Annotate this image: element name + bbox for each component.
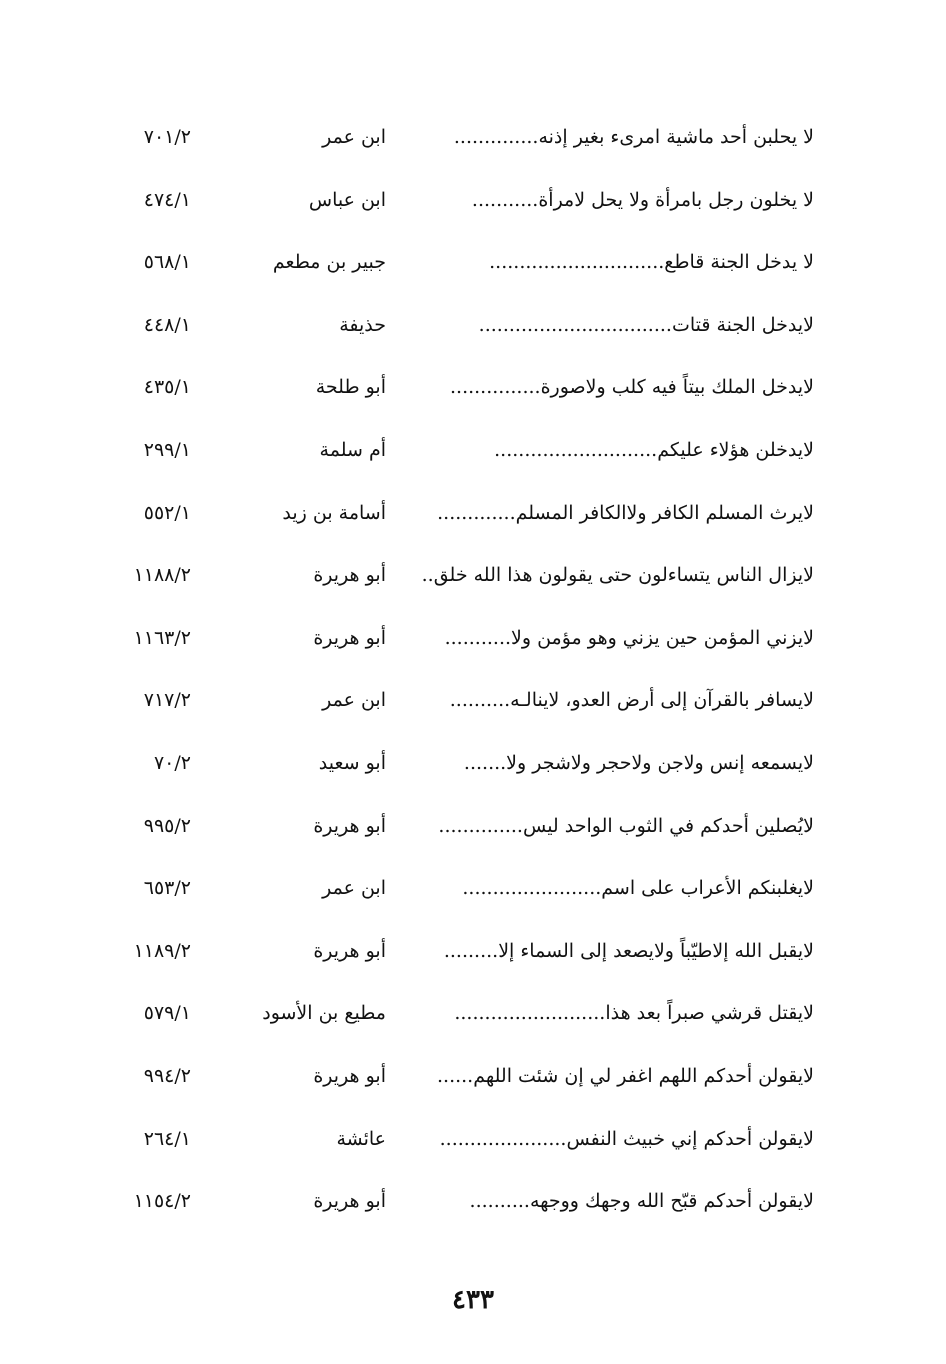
hadith-text: لايرث المسلم الكافر ولاالكافر المسلم............. bbox=[437, 501, 814, 524]
volume-page-reference: ١١٨٩/٢ bbox=[133, 939, 191, 962]
narrator-name: أبو سعيد bbox=[318, 752, 386, 774]
hadith-text: لايقتل قرشي صبراً بعد هذا......................... bbox=[454, 1002, 814, 1025]
narrator-name: ابن عباس bbox=[308, 188, 386, 211]
volume-page-reference: ٩٩٤/٢ bbox=[143, 1065, 191, 1087]
index-entry-row bbox=[0, 1058, 946, 1102]
index-entry-row bbox=[0, 1183, 946, 1227]
narrator-name: أبو طلحة bbox=[315, 376, 386, 399]
hadith-text: لا يحلبن أحد ماشية امرىء بغير إذنه.............. bbox=[453, 126, 814, 148]
index-entry-row bbox=[0, 1121, 946, 1165]
hadith-text: لايغلبنكم الأعراب على اسم....................... bbox=[462, 877, 814, 900]
hadith-text: لايزني المؤمن حين يزني وهو مؤمن ولا........... bbox=[444, 626, 814, 649]
volume-page-reference: ٥٦٨/١ bbox=[143, 251, 191, 274]
narrator-name: أبو هريرة bbox=[313, 626, 386, 649]
index-entry-row bbox=[0, 495, 946, 539]
volume-page-reference: ٥٥٢/١ bbox=[143, 501, 191, 524]
index-entry-row bbox=[0, 682, 946, 726]
page-number: ٤٣٣ bbox=[452, 1285, 494, 1315]
volume-page-reference: ٤٤٨/١ bbox=[143, 313, 191, 336]
index-entry-row bbox=[0, 745, 946, 789]
volume-page-reference: ١١٥٤/٢ bbox=[133, 1190, 191, 1213]
index-entry-row bbox=[0, 557, 946, 601]
index-entry-row bbox=[0, 119, 946, 163]
hadith-text: لايزال الناس يتساءلون حتى يقولون هذا الله خلق.. bbox=[421, 564, 814, 587]
narrator-name: أم سلمة bbox=[319, 439, 386, 461]
narrator-name: ابن عمر bbox=[322, 126, 386, 148]
hadith-text: لايدخلن هؤلاء عليكم........................... bbox=[494, 439, 814, 461]
narrator-name: أبو هريرة bbox=[313, 1065, 386, 1087]
volume-page-reference: ٤٧٤/١ bbox=[143, 188, 191, 211]
narrator-name: أبو هريرة bbox=[313, 814, 386, 837]
hadith-text: لايدخل الجنة قتات................................ bbox=[478, 313, 814, 336]
narrator-name: حذيفة bbox=[339, 313, 386, 336]
volume-page-reference: ٩٩٥/٢ bbox=[143, 814, 191, 837]
index-entry-row bbox=[0, 808, 946, 852]
volume-page-reference: ٢٦٤/١ bbox=[143, 1127, 191, 1150]
volume-page-reference: ٦٥٣/٢ bbox=[143, 877, 191, 900]
index-entry-row bbox=[0, 244, 946, 288]
index-entry-row bbox=[0, 870, 946, 914]
index-entry-row bbox=[0, 307, 946, 351]
hadith-text: لايقولن أحدكم اللهم اغفر لي إن شئت اللهم...... bbox=[436, 1065, 814, 1087]
hadith-text: لا يدخل الجنة قاطع............................. bbox=[489, 251, 814, 274]
narrator-name: عائشة bbox=[336, 1127, 386, 1150]
volume-page-reference: ٧١٧/٢ bbox=[143, 689, 191, 712]
volume-page-reference: ٥٧٩/١ bbox=[143, 1002, 191, 1025]
hadith-text: لايقولن أحدكم إني خبيث النفس..................... bbox=[439, 1127, 814, 1150]
volume-page-reference: ٧٠١/٢ bbox=[143, 126, 191, 148]
index-entry-row bbox=[0, 182, 946, 226]
hadith-text: لايُصلين أحدكم في الثوب الواحد ليس.............. bbox=[438, 814, 814, 837]
hadith-text: لايدخل الملك بيتاً فيه كلب ولاصورة............... bbox=[449, 376, 814, 399]
hadith-text: لايقبل الله إلاطيّباً ولايصعد إلى السماء إلا......... bbox=[443, 939, 814, 962]
narrator-name: ابن عمر bbox=[322, 689, 386, 712]
index-entry-row bbox=[0, 620, 946, 664]
index-entry-row bbox=[0, 369, 946, 413]
index-entry-row bbox=[0, 432, 946, 476]
narrator-name: أبو هريرة bbox=[313, 564, 386, 587]
volume-page-reference: ٢٩٩/١ bbox=[143, 439, 191, 461]
narrator-name: مطيع بن الأسود bbox=[262, 1002, 386, 1025]
volume-page-reference: ٤٣٥/١ bbox=[143, 376, 191, 399]
hadith-text: لايقولن أحدكم قبّح الله وجهك ووجهه.......... bbox=[469, 1190, 814, 1213]
hadith-text: لايسمعه إنس ولاجن ولاحجر ولاشجر ولا....... bbox=[463, 752, 814, 774]
narrator-name: أبو هريرة bbox=[313, 939, 386, 962]
volume-page-reference: ١١٦٣/٢ bbox=[133, 626, 191, 649]
narrator-name: جبير بن مطعم bbox=[272, 251, 386, 274]
narrator-name: أبو هريرة bbox=[313, 1190, 386, 1213]
hadith-text: لايسافر بالقرآن إلى أرض العدو، لاينالـه.......... bbox=[449, 689, 814, 712]
volume-page-reference: ١١٨٨/٢ bbox=[133, 564, 191, 587]
hadith-text: لا يخلون رجل بامرأة ولا يحل لامرأة........... bbox=[471, 188, 814, 211]
volume-page-reference: ٧٠/٢ bbox=[153, 752, 191, 774]
index-entry-row bbox=[0, 933, 946, 977]
narrator-name: ابن عمر bbox=[322, 877, 386, 900]
index-entry-row bbox=[0, 995, 946, 1039]
narrator-name: أسامة بن زيد bbox=[282, 501, 386, 524]
